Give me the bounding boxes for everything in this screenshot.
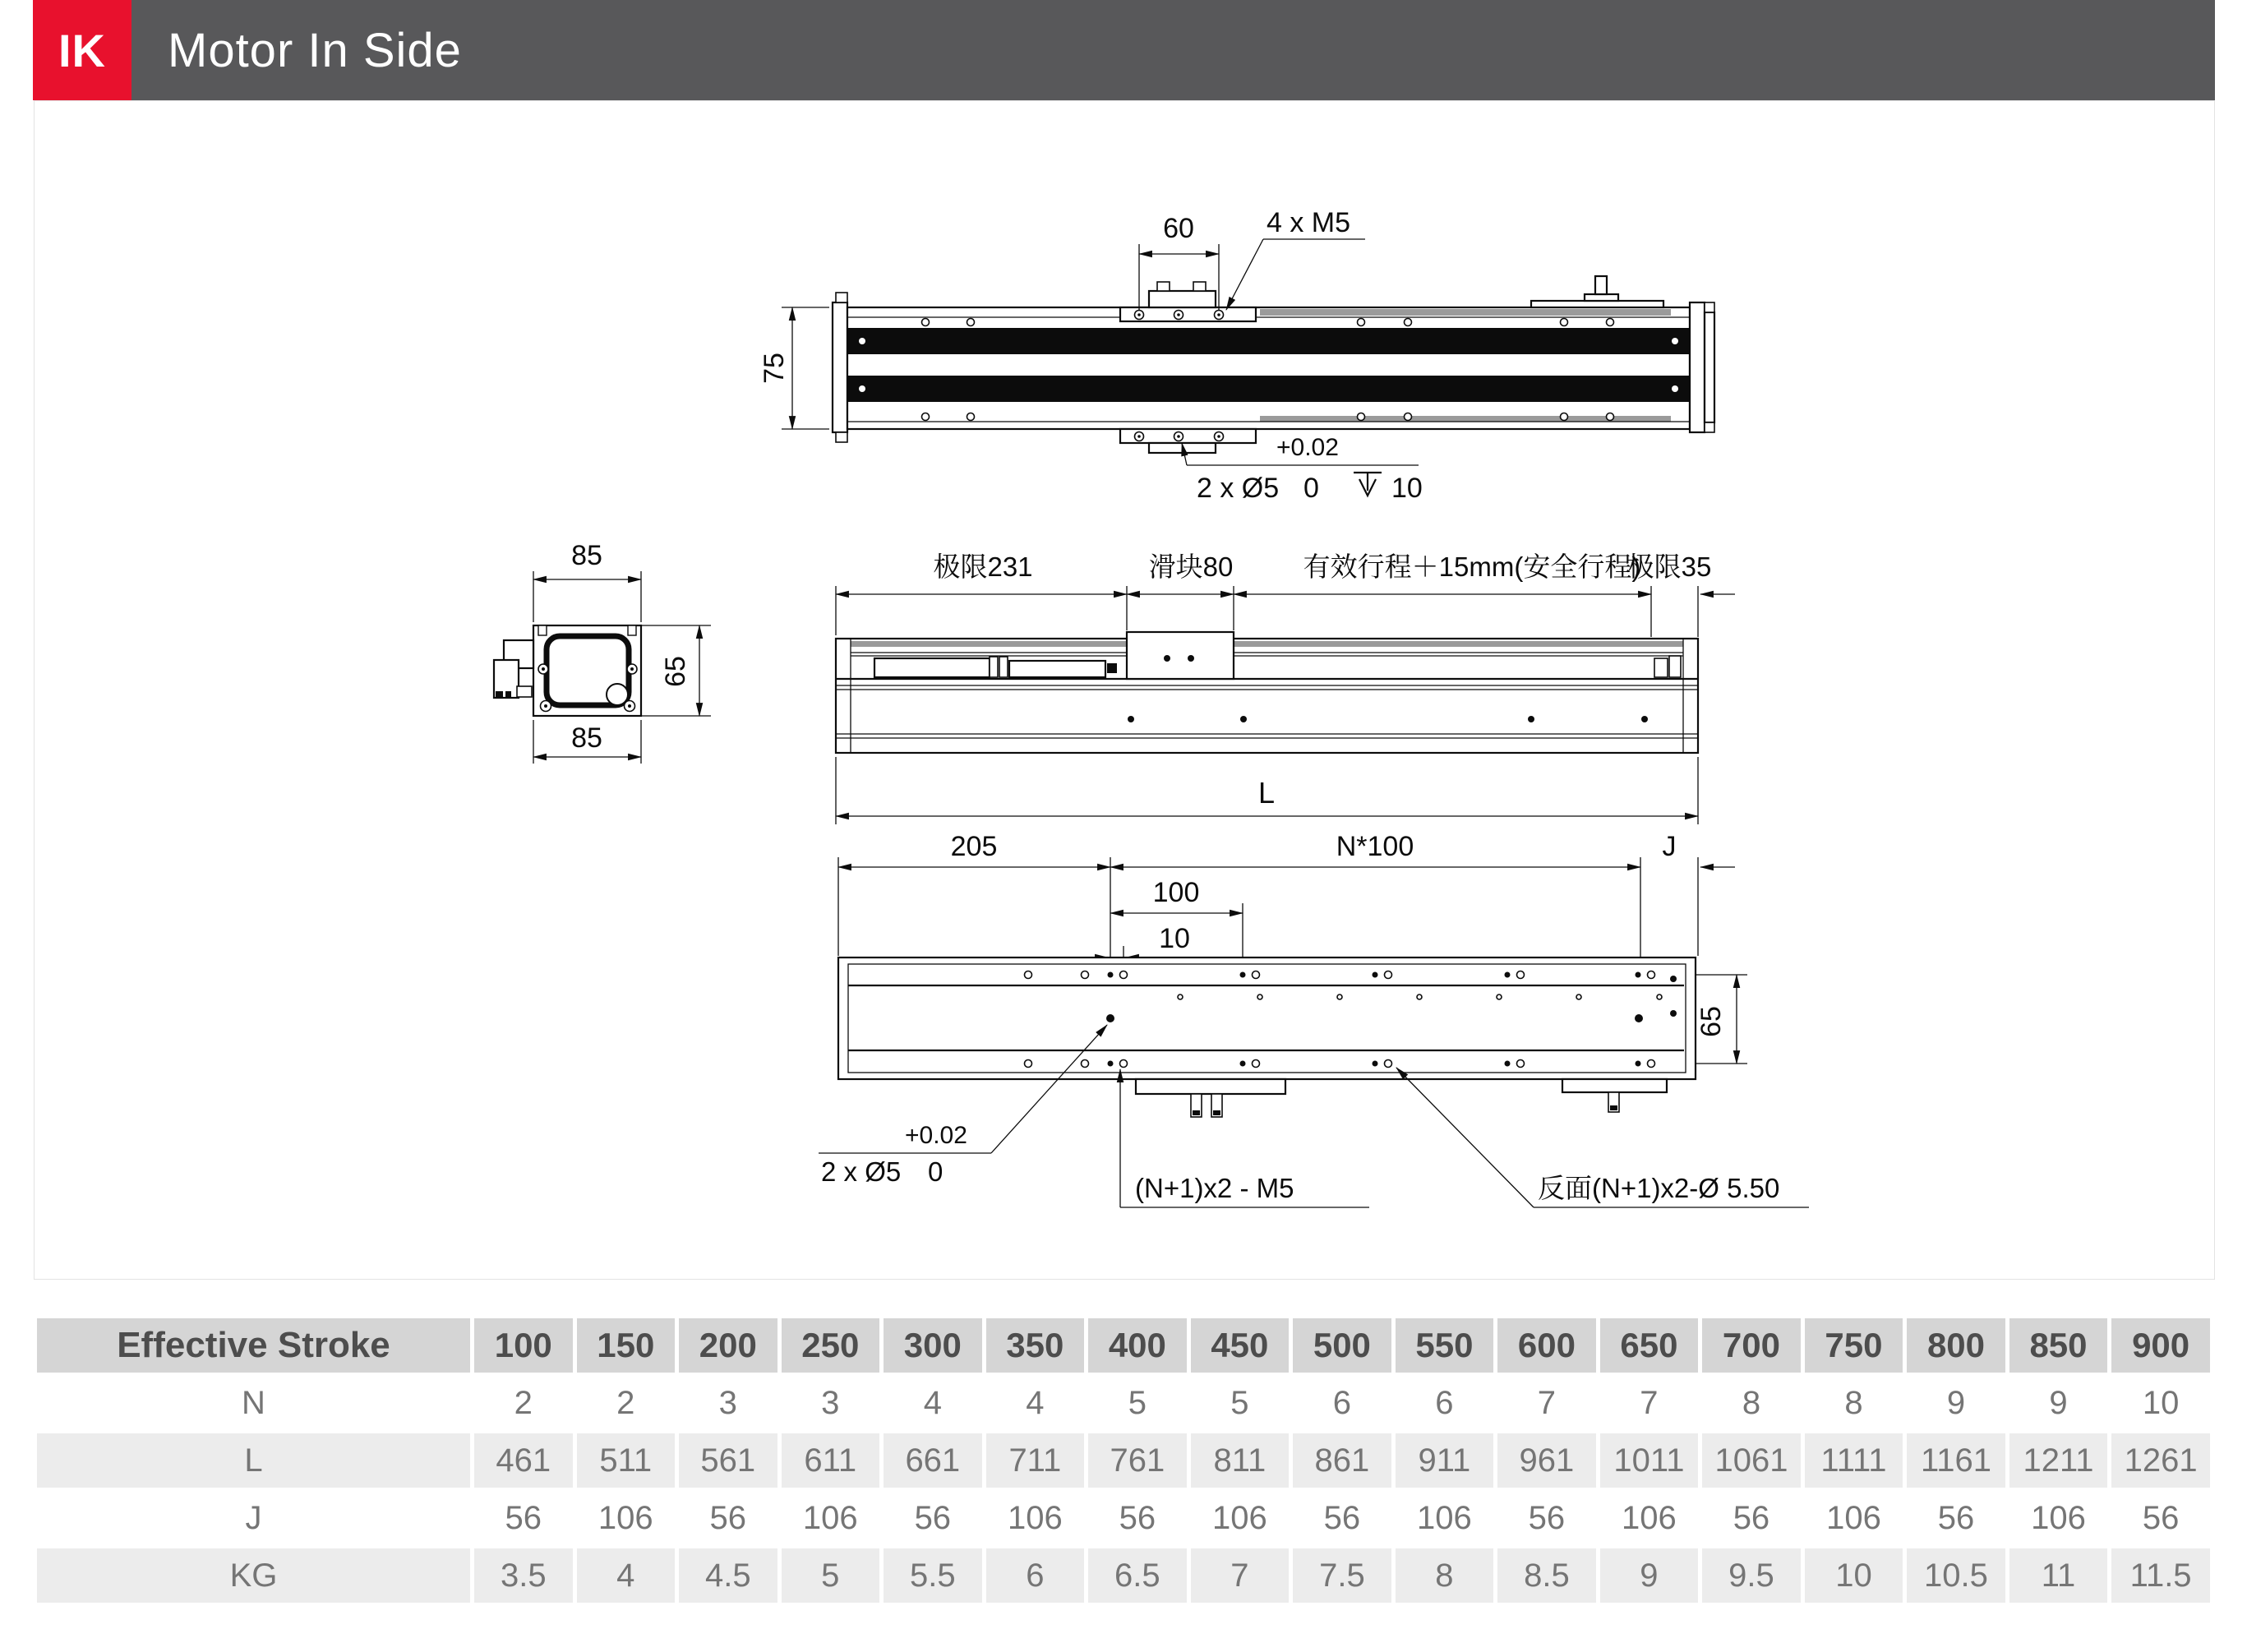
cell: 8 [1805, 1376, 1903, 1430]
stroke-col-header: 500 [1293, 1318, 1391, 1373]
cell: 5 [782, 1548, 880, 1603]
label-slider: 滑块80 [1148, 551, 1234, 582]
side-view [836, 551, 1735, 824]
cell: 911 [1396, 1433, 1494, 1488]
cell: 7 [1191, 1548, 1290, 1603]
cell: 961 [1497, 1433, 1596, 1488]
slider-block-side [1127, 632, 1234, 679]
cell: 5 [1088, 1376, 1187, 1430]
dim-60: 60 [1163, 213, 1194, 244]
cell: 1261 [2111, 1433, 2210, 1488]
cell: 106 [1600, 1491, 1699, 1545]
dim-n100: N*100 [1336, 831, 1414, 862]
dim-100: 100 [1152, 877, 1200, 908]
cell: 9 [1907, 1376, 2005, 1430]
cell: 9 [2009, 1376, 2108, 1430]
stroke-col-header: 300 [884, 1318, 982, 1373]
cell: 106 [782, 1491, 880, 1545]
cell: 56 [679, 1491, 777, 1545]
cell: 1061 [1702, 1433, 1801, 1488]
drawing-area [34, 100, 2215, 1280]
bottom-view [819, 831, 1809, 1207]
cell: 106 [2009, 1491, 2108, 1545]
cell: 2 [577, 1376, 676, 1430]
cell: 1111 [1805, 1433, 1903, 1488]
stroke-col-header: 450 [1191, 1318, 1290, 1373]
cell: 56 [1702, 1491, 1801, 1545]
cell: 861 [1293, 1433, 1391, 1488]
cell: 10.5 [1907, 1548, 2005, 1603]
stroke-col-header: 400 [1088, 1318, 1187, 1373]
cell: 10 [1805, 1548, 1903, 1603]
cell: 761 [1088, 1433, 1187, 1488]
cell: 56 [2111, 1491, 2210, 1545]
dim-10: 10 [1159, 923, 1190, 954]
cell: 56 [474, 1491, 573, 1545]
cell: 1211 [2009, 1433, 2108, 1488]
brand-logo-text: IK [58, 24, 106, 76]
stroke-col-header: 800 [1907, 1318, 2005, 1373]
cell: 3 [679, 1376, 777, 1430]
cell: 611 [782, 1433, 880, 1488]
cell: 56 [1497, 1491, 1596, 1545]
callout-2xd5: 2 x Ø5 [1197, 473, 1280, 504]
dim-205: 205 [950, 831, 998, 862]
cell: 7.5 [1293, 1548, 1391, 1603]
slider-carriage-top [1120, 282, 1256, 321]
table-header-label: Effective Stroke [37, 1318, 470, 1373]
depth-value: 10 [1391, 473, 1423, 504]
cross-section-view [494, 540, 711, 764]
cell: 9 [1600, 1548, 1699, 1603]
tolerance-lower: 0 [1303, 473, 1319, 504]
dim-65: 65 [660, 656, 691, 687]
cell: 11.5 [2111, 1548, 2210, 1603]
cell: 56 [884, 1491, 982, 1545]
cell: 3.5 [474, 1548, 573, 1603]
stroke-col-header: 700 [1702, 1318, 1801, 1373]
table-row-l [37, 1433, 2210, 1488]
cell: 5 [1191, 1376, 1290, 1430]
cell: 106 [1805, 1491, 1903, 1545]
stroke-col-header: 200 [679, 1318, 777, 1373]
cell: 5.5 [884, 1548, 982, 1603]
cell: 56 [1293, 1491, 1391, 1545]
stroke-col-header: 650 [1600, 1318, 1699, 1373]
cell: 4 [986, 1376, 1085, 1430]
callout-4xm5: 4 x M5 [1267, 207, 1351, 238]
row-label: L [37, 1433, 470, 1488]
technical-drawing [35, 101, 2214, 1279]
callout-back-holes: 反面(N+1)x2-Ø 5.50 [1538, 1173, 1780, 1203]
cell: 56 [1088, 1491, 1187, 1545]
cell: 6 [1396, 1376, 1494, 1430]
top-view [759, 207, 1714, 504]
cell: 661 [884, 1433, 982, 1488]
cell: 56 [1907, 1491, 2005, 1545]
cell: 1011 [1600, 1433, 1699, 1488]
cell: 8 [1396, 1548, 1494, 1603]
cell: 511 [577, 1433, 676, 1488]
row-label: N [37, 1376, 470, 1430]
table-row-kg [37, 1548, 2210, 1603]
stroke-col-header: 250 [782, 1318, 880, 1373]
brand-logo [33, 0, 131, 100]
tolerance-upper-bottom: +0.02 [905, 1122, 967, 1149]
cell: 561 [679, 1433, 777, 1488]
side-connector [494, 640, 533, 698]
stroke-col-header: 900 [2111, 1318, 2210, 1373]
table-header-row [37, 1318, 2210, 1373]
cell: 811 [1191, 1433, 1290, 1488]
cell: 7 [1600, 1376, 1699, 1430]
depth-symbol-icon [1354, 473, 1382, 496]
stroke-col-header: 150 [577, 1318, 676, 1373]
callout-2xd5-bottom: 2 x Ø5 [821, 1156, 902, 1187]
stroke-col-header: 600 [1497, 1318, 1596, 1373]
cell: 6 [986, 1548, 1085, 1603]
stroke-col-header: 850 [2009, 1318, 2108, 1373]
cell: 711 [986, 1433, 1085, 1488]
label-limit-left: 极限231 [933, 551, 1033, 582]
cell: 4 [577, 1548, 676, 1603]
cell: 106 [1191, 1491, 1290, 1545]
cell: 6.5 [1088, 1548, 1187, 1603]
cell: 6 [1293, 1376, 1391, 1430]
cell: 8 [1702, 1376, 1801, 1430]
stroke-col-header: 550 [1396, 1318, 1494, 1373]
page-header [33, 0, 2215, 100]
cell: 4.5 [679, 1548, 777, 1603]
dim-65-bottom: 65 [1696, 1006, 1727, 1037]
mounting-tabs [1136, 1079, 1667, 1117]
cell: 10 [2111, 1376, 2210, 1430]
tolerance-lower-bottom: 0 [928, 1156, 944, 1187]
callout-m5-pattern: (N+1)x2 - M5 [1135, 1173, 1294, 1203]
dim-85-top: 85 [571, 540, 602, 571]
stroke-col-header: 350 [986, 1318, 1085, 1373]
stroke-col-header: 100 [474, 1318, 573, 1373]
cell: 11 [2009, 1548, 2108, 1603]
cell: 106 [986, 1491, 1085, 1545]
dim-L: L [1257, 776, 1276, 810]
spec-table [33, 1315, 2214, 1606]
dim-j: J [1662, 831, 1677, 862]
row-label: KG [37, 1548, 470, 1603]
stroke-col-header: 750 [1805, 1318, 1903, 1373]
dim-85-bottom: 85 [571, 722, 602, 754]
label-limit-right: 极限35 [1626, 551, 1712, 582]
cell: 2 [474, 1376, 573, 1430]
cell: 7 [1497, 1376, 1596, 1430]
cell: 8.5 [1497, 1548, 1596, 1603]
cell: 1161 [1907, 1433, 2005, 1488]
sensor-connector [1531, 276, 1663, 307]
page-title: Motor In Side [168, 23, 462, 77]
cell: 9.5 [1702, 1548, 1801, 1603]
cell: 3 [782, 1376, 880, 1430]
cell: 106 [577, 1491, 676, 1545]
label-effective-stroke: 有效行程＋15mm(安全行程) [1303, 551, 1641, 582]
slider-plate-bottom [1120, 429, 1256, 453]
cell: 461 [474, 1433, 573, 1488]
dim-75: 75 [759, 353, 790, 384]
row-label: J [37, 1491, 470, 1545]
cell: 4 [884, 1376, 982, 1430]
table-row-n [37, 1376, 2210, 1430]
tolerance-upper: +0.02 [1276, 434, 1339, 461]
table-row-j [37, 1491, 2210, 1545]
cell: 106 [1396, 1491, 1494, 1545]
